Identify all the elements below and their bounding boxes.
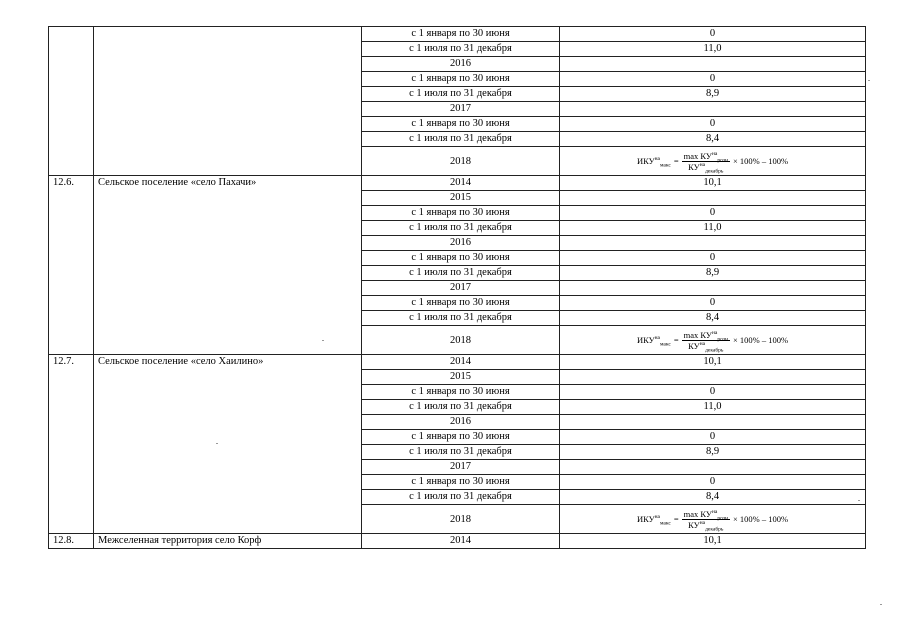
period-cell: с 1 января по 30 июня — [362, 206, 560, 221]
period-cell: с 1 июля по 31 декабря — [362, 445, 560, 460]
period-cell: с 1 января по 30 июня — [362, 251, 560, 266]
row-number: 12.8. — [49, 534, 94, 549]
value-cell — [560, 415, 866, 430]
formula-lhs: $ИКУ^{на}_{макс}$ — [636, 514, 671, 527]
value-cell: 0 — [560, 251, 866, 266]
period-cell: с 1 июля по 31 декабря — [362, 266, 560, 281]
formula-cell — [560, 326, 866, 355]
formula-cell — [560, 147, 866, 176]
value-cell — [560, 281, 866, 296]
period-cell: 2018 — [362, 326, 560, 355]
value-cell — [560, 236, 866, 251]
value-cell: 8,4 — [560, 311, 866, 326]
value-cell — [560, 370, 866, 385]
value-cell: 0 — [560, 206, 866, 221]
period-cell: 2018 — [362, 147, 560, 176]
period-cell: с 1 июля по 31 декабря — [362, 311, 560, 326]
row-number: 12.6. — [49, 176, 94, 355]
table-row — [49, 27, 866, 42]
value-cell — [560, 102, 866, 117]
period-cell: 2017 — [362, 102, 560, 117]
period-cell: с 1 июля по 31 декабря — [362, 400, 560, 415]
period-cell: с 1 июля по 31 декабря — [362, 87, 560, 102]
value-cell: 10,1 — [560, 355, 866, 370]
settlement-name: Сельское поселение «село Пахачи» — [94, 176, 362, 355]
table-row — [49, 355, 866, 370]
value-cell: 0 — [560, 475, 866, 490]
formula-numerator: $\max КУ^{на}_{розн}$ — [683, 329, 728, 343]
row-number — [49, 27, 94, 176]
formula-tail: × 100% – 100% — [732, 514, 789, 524]
formula-tail: × 100% – 100% — [732, 156, 789, 166]
value-cell — [560, 57, 866, 72]
formula-eq: = — [673, 156, 679, 166]
scan-speck — [858, 500, 860, 501]
value-cell: 0 — [560, 117, 866, 132]
settlement-name: Сельское поселение «село Хаилино» — [94, 355, 362, 534]
period-cell: с 1 января по 30 июня — [362, 385, 560, 400]
period-cell: с 1 января по 30 июня — [362, 475, 560, 490]
settlement-name — [94, 27, 362, 176]
value-cell: 8,4 — [560, 132, 866, 147]
value-cell: 0 — [560, 27, 866, 42]
value-cell: 10,1 — [560, 176, 866, 191]
period-cell: с 1 января по 30 июня — [362, 72, 560, 87]
formula-lhs: $ИКУ^{на}_{макс}$ — [636, 335, 671, 348]
period-cell: с 1 января по 30 июня — [362, 117, 560, 132]
period-cell: 2017 — [362, 460, 560, 475]
table-row — [49, 534, 866, 549]
period-cell: 2014 — [362, 534, 560, 549]
table-body — [49, 27, 866, 549]
formula-denominator: $КУ^{на}_{декабрь}$ — [688, 519, 724, 533]
value-cell: 10,1 — [560, 534, 866, 549]
scan-speck — [880, 604, 882, 605]
value-cell: 8,9 — [560, 266, 866, 281]
period-cell: 2018 — [362, 505, 560, 534]
scan-speck — [322, 340, 324, 341]
period-cell: 2016 — [362, 236, 560, 251]
scan-speck — [868, 80, 870, 81]
period-cell: 2015 — [362, 370, 560, 385]
ikus-formula — [636, 329, 789, 354]
scan-speck — [216, 443, 218, 444]
value-cell: 11,0 — [560, 400, 866, 415]
formula-numerator: $\max КУ^{на}_{розн}$ — [683, 150, 728, 164]
value-cell: 8,4 — [560, 490, 866, 505]
formula-fraction — [682, 508, 730, 533]
period-cell: 2016 — [362, 415, 560, 430]
table-row — [49, 176, 866, 191]
value-cell: 0 — [560, 296, 866, 311]
period-cell: 2015 — [362, 191, 560, 206]
period-cell: 2014 — [362, 355, 560, 370]
period-cell: 2016 — [362, 57, 560, 72]
period-cell: 2014 — [362, 176, 560, 191]
ikus-formula — [636, 150, 789, 175]
value-cell — [560, 191, 866, 206]
period-cell: с 1 января по 30 июня — [362, 430, 560, 445]
row-number: 12.7. — [49, 355, 94, 534]
value-cell: 11,0 — [560, 221, 866, 236]
value-cell — [560, 460, 866, 475]
value-cell: 0 — [560, 72, 866, 87]
period-cell: с 1 июля по 31 декабря — [362, 490, 560, 505]
formula-fraction — [682, 329, 730, 354]
formula-tail: × 100% – 100% — [732, 335, 789, 345]
value-cell: 8,9 — [560, 87, 866, 102]
formula-eq: = — [673, 514, 679, 524]
formula-eq: = — [673, 335, 679, 345]
value-cell: 0 — [560, 385, 866, 400]
formula-lhs: $ИКУ^{на}_{макс}$ — [636, 156, 671, 169]
period-cell: с 1 января по 30 июня — [362, 296, 560, 311]
formula-denominator: $КУ^{на}_{декабрь}$ — [688, 161, 724, 175]
ikus-formula — [636, 508, 789, 533]
period-cell: с 1 июля по 31 декабря — [362, 42, 560, 57]
settlement-name: Межселенная территория село Корф — [94, 534, 362, 549]
period-cell: с 1 июля по 31 декабря — [362, 221, 560, 236]
period-cell: 2017 — [362, 281, 560, 296]
tariff-table — [48, 26, 866, 549]
value-cell: 8,9 — [560, 445, 866, 460]
formula-cell — [560, 505, 866, 534]
formula-fraction — [682, 150, 730, 175]
formula-denominator: $КУ^{на}_{декабрь}$ — [688, 340, 724, 354]
period-cell: с 1 января по 30 июня — [362, 27, 560, 42]
value-cell: 0 — [560, 430, 866, 445]
period-cell: с 1 июля по 31 декабря — [362, 132, 560, 147]
formula-numerator: $\max КУ^{на}_{розн}$ — [683, 508, 728, 522]
value-cell: 11,0 — [560, 42, 866, 57]
